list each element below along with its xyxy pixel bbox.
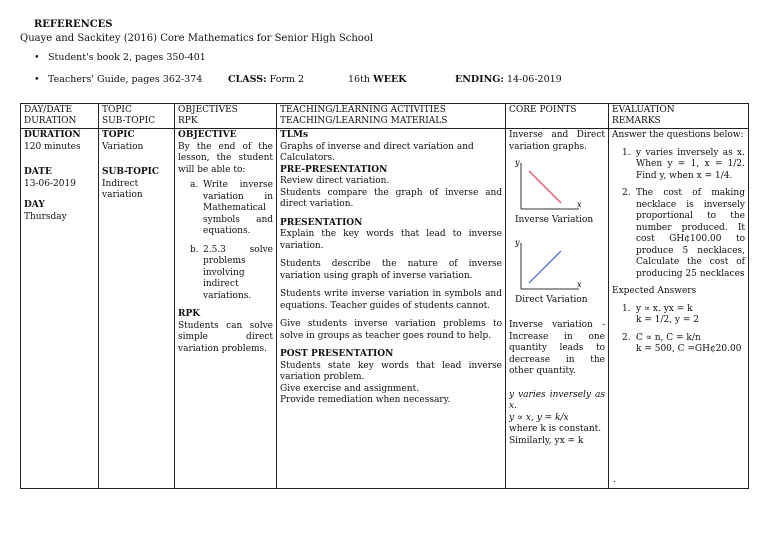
x-axis-label: x	[577, 279, 582, 289]
objectives-cell	[175, 129, 277, 489]
list-item: 1. y varies inversely as x. When y = 1, x = 1/2. Find y, when x = 1/4.	[622, 147, 745, 181]
list-item: 1. y ∝ x. yx = k k = 1/2, y = 2	[622, 303, 699, 325]
class-info	[228, 74, 304, 85]
day-value: Thursday	[24, 211, 67, 222]
subtopic-value: Indirect variation	[102, 178, 143, 200]
direct-line	[529, 251, 561, 283]
date-label: DATE	[24, 167, 52, 177]
lesson-plan-table	[20, 103, 749, 489]
y-axis-label: y	[515, 158, 520, 167]
evaluation-cell	[609, 129, 749, 489]
pre-activity: Review direct variation.	[280, 176, 390, 186]
presentation-activity: Give students inverse variation problems to solve in groups as teacher goes round to help.	[280, 319, 502, 341]
class-label: CLASS:	[228, 74, 267, 85]
ending-label: ENDING:	[455, 74, 504, 85]
inverse-line	[529, 171, 561, 203]
tlms-text: Graphs of inverse and direct variation and Calculators.	[280, 141, 474, 163]
class-value: Form 2	[269, 74, 305, 85]
core-intro: Inverse and Direct variation graphs.	[509, 130, 605, 152]
post-activity: Students state key words that lead inverse variation problem.	[280, 360, 502, 382]
presentation-label: PRESENTATION	[280, 217, 363, 228]
rpk-label: RPK	[178, 309, 201, 319]
objective-label: OBJECTIVE	[178, 130, 237, 140]
remarks-text: .	[613, 474, 616, 485]
y-axis-label: y	[515, 237, 520, 247]
week-number: 16th	[348, 74, 371, 85]
list-item: 2. The cost of making necklace is inversely proportional to the number produced. It cost GH¢100.00 to produce 5 necklaces, Calculate the cost of producing 25 necklaces	[622, 188, 745, 279]
rpk-text: Students can solve simple direct variation problems.	[178, 320, 273, 354]
expected-answers-label: Expected Answers	[612, 286, 697, 296]
table-row	[21, 129, 749, 489]
post-activity: Give exercise and assignment.	[280, 383, 420, 394]
duration-label: DURATION	[24, 130, 81, 140]
direct-caption: Direct Variation	[515, 294, 588, 305]
day-cell	[21, 129, 99, 489]
core-symbol-2: y ∝ x, y = k/x	[509, 412, 569, 423]
header-objectives: OBJECTIVES RPK	[175, 104, 277, 129]
pre-activity: Students compare the graph of inverse and direct variation.	[280, 187, 502, 209]
question-list	[612, 148, 745, 281]
header-topic: TOPIC SUB-TOPIC	[99, 104, 175, 129]
ending-info	[455, 74, 562, 85]
inverse-graph-svg	[515, 157, 595, 215]
presentation-activity: Explain the key words that lead to inverse variation.	[280, 229, 502, 251]
core-symbol-3: where k is constant.	[509, 424, 602, 434]
header-day: DAY/DATE DURATION	[21, 104, 99, 129]
day-label: DAY	[24, 200, 45, 210]
answer-list	[612, 304, 745, 356]
reference-bullet-1: • Student's book 2, pages 350-401	[34, 52, 206, 63]
tlms-label: TLMs	[280, 130, 309, 140]
post-presentation-label: POST PRESENTATION	[280, 349, 394, 359]
inverse-variation-graph	[515, 157, 595, 215]
core-symbol-4: Similarly, yx = k	[509, 435, 584, 446]
presentation-activity: Students write inverse variation in symbols and equations. Teacher guides of students cannot.	[280, 289, 502, 311]
direct-variation-graph	[515, 237, 595, 295]
list-item: a. Write inverse variation in Mathematical symbols and equations.	[190, 180, 273, 236]
topic-label: TOPIC	[102, 130, 135, 140]
objective-list	[178, 180, 273, 302]
core-points-cell	[506, 129, 609, 489]
list-item: 2. C ∝ n, C = k/n k = 500, C =GH¢20.00	[622, 332, 742, 354]
x-axis-label: x	[577, 200, 582, 209]
bullet-text: Student's book 2, pages 350-401	[48, 52, 206, 63]
header-core-points: CORE POINTS	[506, 104, 609, 129]
topic-cell	[99, 129, 175, 489]
references-heading: REFERENCES	[34, 19, 113, 30]
core-symbol-1: y varies inversely as x.	[509, 389, 605, 411]
duration-value: 120 minutes	[24, 141, 81, 152]
ending-value: 14-06-2019	[506, 74, 562, 85]
table-header-row	[21, 104, 749, 129]
bullet-text: Teachers' Guide, pages 362-374	[48, 74, 203, 85]
inverse-caption: Inverse Variation	[515, 215, 594, 225]
activities-cell	[277, 129, 506, 489]
direct-graph-svg	[515, 237, 595, 295]
objective-intro: By the end of the lesson, the student will be able to:	[178, 141, 273, 175]
core-explanation: Inverse variation - Increase in one quantity leads to decrease in the other quantity.	[509, 320, 605, 376]
post-activity: Provide remediation when necessary.	[280, 395, 451, 405]
week-info	[348, 74, 406, 85]
reference-bullet-2: • Teachers' Guide, pages 362-374	[34, 74, 203, 85]
date-value: 13-06-2019	[24, 178, 76, 189]
header-activities: TEACHING/LEARNING ACTIVITIES TEACHING/LEARNING MATERIALS	[277, 104, 506, 129]
subtopic-label: SUB-TOPIC	[102, 167, 160, 177]
week-label: WEEK	[373, 74, 407, 85]
presentation-activity: Students describe the nature of inverse variation using graph of inverse variation.	[280, 259, 502, 281]
header-evaluation: EVALUATION REMARKS	[609, 104, 749, 129]
pre-presentation-label: PRE-PRESENTATION	[280, 164, 388, 175]
evaluation-intro: Answer the questions below:	[612, 130, 744, 140]
references-source: Quaye and Sackitey (2016) Core Mathematics for Senior High School	[20, 32, 374, 44]
references-block	[20, 18, 373, 45]
list-item: b. 2.5.3 solve problems involving indirect variations.	[190, 244, 273, 301]
topic-value: Variation	[102, 141, 144, 152]
